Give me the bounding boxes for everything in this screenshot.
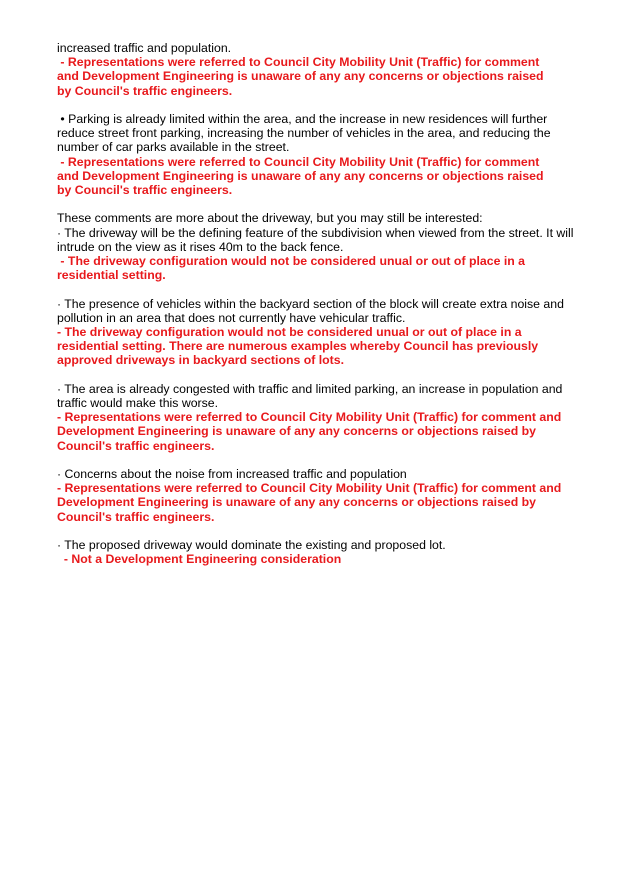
- response-line: by Council's traffic engineers.: [57, 83, 233, 98]
- paragraph-gap: [57, 282, 577, 296]
- paragraph-gap: [57, 453, 577, 467]
- response-line: - Not a Development Engineering consideration: [57, 552, 342, 567]
- response-line: approved driveways in backyard sections of lots.: [57, 353, 345, 368]
- block-3: [57, 211, 577, 282]
- response-line: - Representations were referred to Council City Mobility Unit (Traffic) for comment and: [57, 410, 562, 425]
- block-2: [57, 112, 577, 197]
- response-line: and Development Engineering is unaware of any any concerns or objections raised: [57, 69, 544, 84]
- response-line: Development Engineering is unaware of any any concerns or objections raised by: [57, 495, 537, 510]
- paragraph-gap: [57, 368, 577, 382]
- comment-line: These comments are more about the driveway, but you may still be interested:: [57, 211, 483, 226]
- comment-line: increased traffic and population.: [57, 41, 232, 55]
- paragraph-gap: [57, 197, 577, 211]
- response-line: by Council's traffic engineers.: [57, 183, 233, 198]
- paragraph-gap: [57, 524, 577, 538]
- comment-line: · The area is already congested with traffic and limited parking, an increase in population and: [57, 381, 563, 396]
- block-4: [57, 297, 577, 368]
- block-5: [57, 382, 577, 453]
- response-line: residential setting. There are numerous examples whereby Council has previously: [57, 339, 539, 354]
- response-line: - Representations were referred to Council City Mobility Unit (Traffic) for comment and: [57, 481, 562, 496]
- response-line: - The driveway configuration would not be considered unual or out of place in a: [57, 254, 526, 269]
- response-line: and Development Engineering is unaware of any any concerns or objections raised: [57, 168, 544, 183]
- comment-line: · The presence of vehicles within the backyard section of the block will create extra noise and: [57, 296, 564, 311]
- block-7: [57, 538, 577, 566]
- comment-line: · The proposed driveway would dominate the existing and proposed lot.: [57, 538, 446, 553]
- comment-line: · Concerns about the noise from increased traffic and population: [57, 467, 407, 482]
- response-line: Council's traffic engineers.: [57, 509, 215, 524]
- comment-line: intrude on the view as it rises 40m to the back fence.: [57, 239, 344, 254]
- response-line: residential setting.: [57, 268, 166, 283]
- comment-line: pollution in an area that does not currently have vehicular traffic.: [57, 310, 406, 325]
- comment-line: • Parking is already limited within the area, and the increase in new residences will further: [57, 112, 548, 126]
- response-line: Council's traffic engineers.: [57, 438, 215, 453]
- paragraph-gap: [57, 98, 577, 112]
- comment-line: traffic would make this worse.: [57, 396, 219, 411]
- comment-line: number of car parks available in the street.: [57, 140, 290, 155]
- response-line: - The driveway configuration would not be considered unual or out of place in a: [57, 325, 522, 340]
- block-1: [57, 41, 577, 98]
- response-line: Development Engineering is unaware of any any concerns or objections raised by: [57, 424, 537, 439]
- response-line: - Representations were referred to Council City Mobility Unit (Traffic) for comment: [57, 55, 540, 70]
- response-line: - Representations were referred to Council City Mobility Unit (Traffic) for comment: [57, 154, 540, 169]
- document-page: [57, 41, 577, 566]
- comment-line: · The driveway will be the defining feature of the subdivision when viewed from the street. It will: [57, 225, 574, 240]
- block-6: [57, 467, 577, 524]
- comment-line: reduce street front parking, increasing the number of vehicles in the area, and reducing the: [57, 126, 551, 141]
